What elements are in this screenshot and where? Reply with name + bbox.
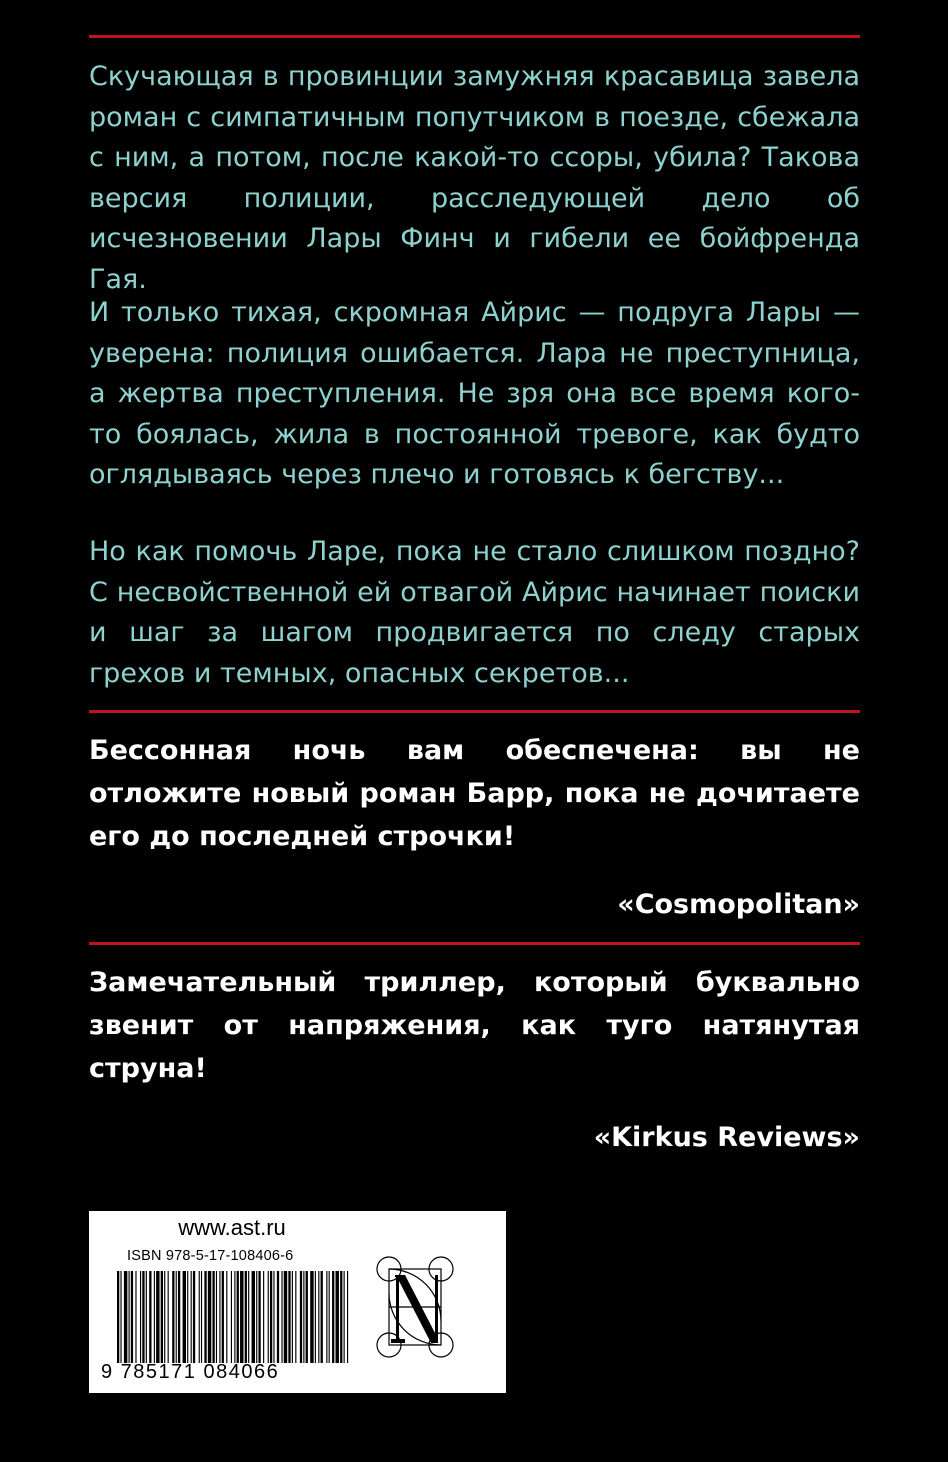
rule-before-review-1 bbox=[89, 710, 860, 713]
blurb-paragraph-2: И только тихая, скромная Айрис — подруга Лары — уверена: полиция ошибается. Лара не преступница, а жертва преступления. Не зря она все время кого-то боялась, жила в постоянной тревоге, как будто оглядываясь через плечо и готовясь к бегству... bbox=[89, 297, 860, 490]
publisher-n-logo-icon bbox=[371, 1255, 459, 1359]
review-1-text: Бессонная ночь вам обеспечена: вы не отложите новый роман Барр, пока не дочитаете его до последней строчки! bbox=[89, 735, 860, 852]
rule-before-review-2 bbox=[89, 942, 860, 945]
review-2-source: «Kirkus Reviews» bbox=[593, 1122, 860, 1153]
isbn-text: ISBN 978-5-17-108406-6 bbox=[127, 1248, 294, 1264]
blurb-paragraph-3: Но как помочь Ларе, пока не стало слишком поздно? С несвойственной ей отвагой Айрис начинает поиски и шаг за шагом продвигается по следу старых грехов и темных, опасных секретов... bbox=[89, 536, 860, 689]
publisher-url: www.ast.ru bbox=[178, 1215, 286, 1240]
blurb-paragraph-1: Скучающая в провинции замужняя красавица завела роман с симпатичным попутчиком в поезде, сбежала с ним, а потом, после какой-то ссоры, убила? Такова версия полиции, расследующей дело об исчезновении Лары Финч и гибели ее бойфренда Гая. bbox=[89, 61, 860, 295]
top-rule bbox=[89, 35, 860, 38]
review-2-text: Замечательный триллер, который буквально звенит от напряжения, как туго натянутая струна! bbox=[89, 967, 860, 1084]
review-1-source: «Cosmopolitan» bbox=[617, 889, 860, 920]
barcode-label bbox=[89, 1211, 506, 1393]
barcode-digits: 9 785171 084066 bbox=[101, 1361, 280, 1383]
barcode-icon bbox=[117, 1271, 351, 1363]
